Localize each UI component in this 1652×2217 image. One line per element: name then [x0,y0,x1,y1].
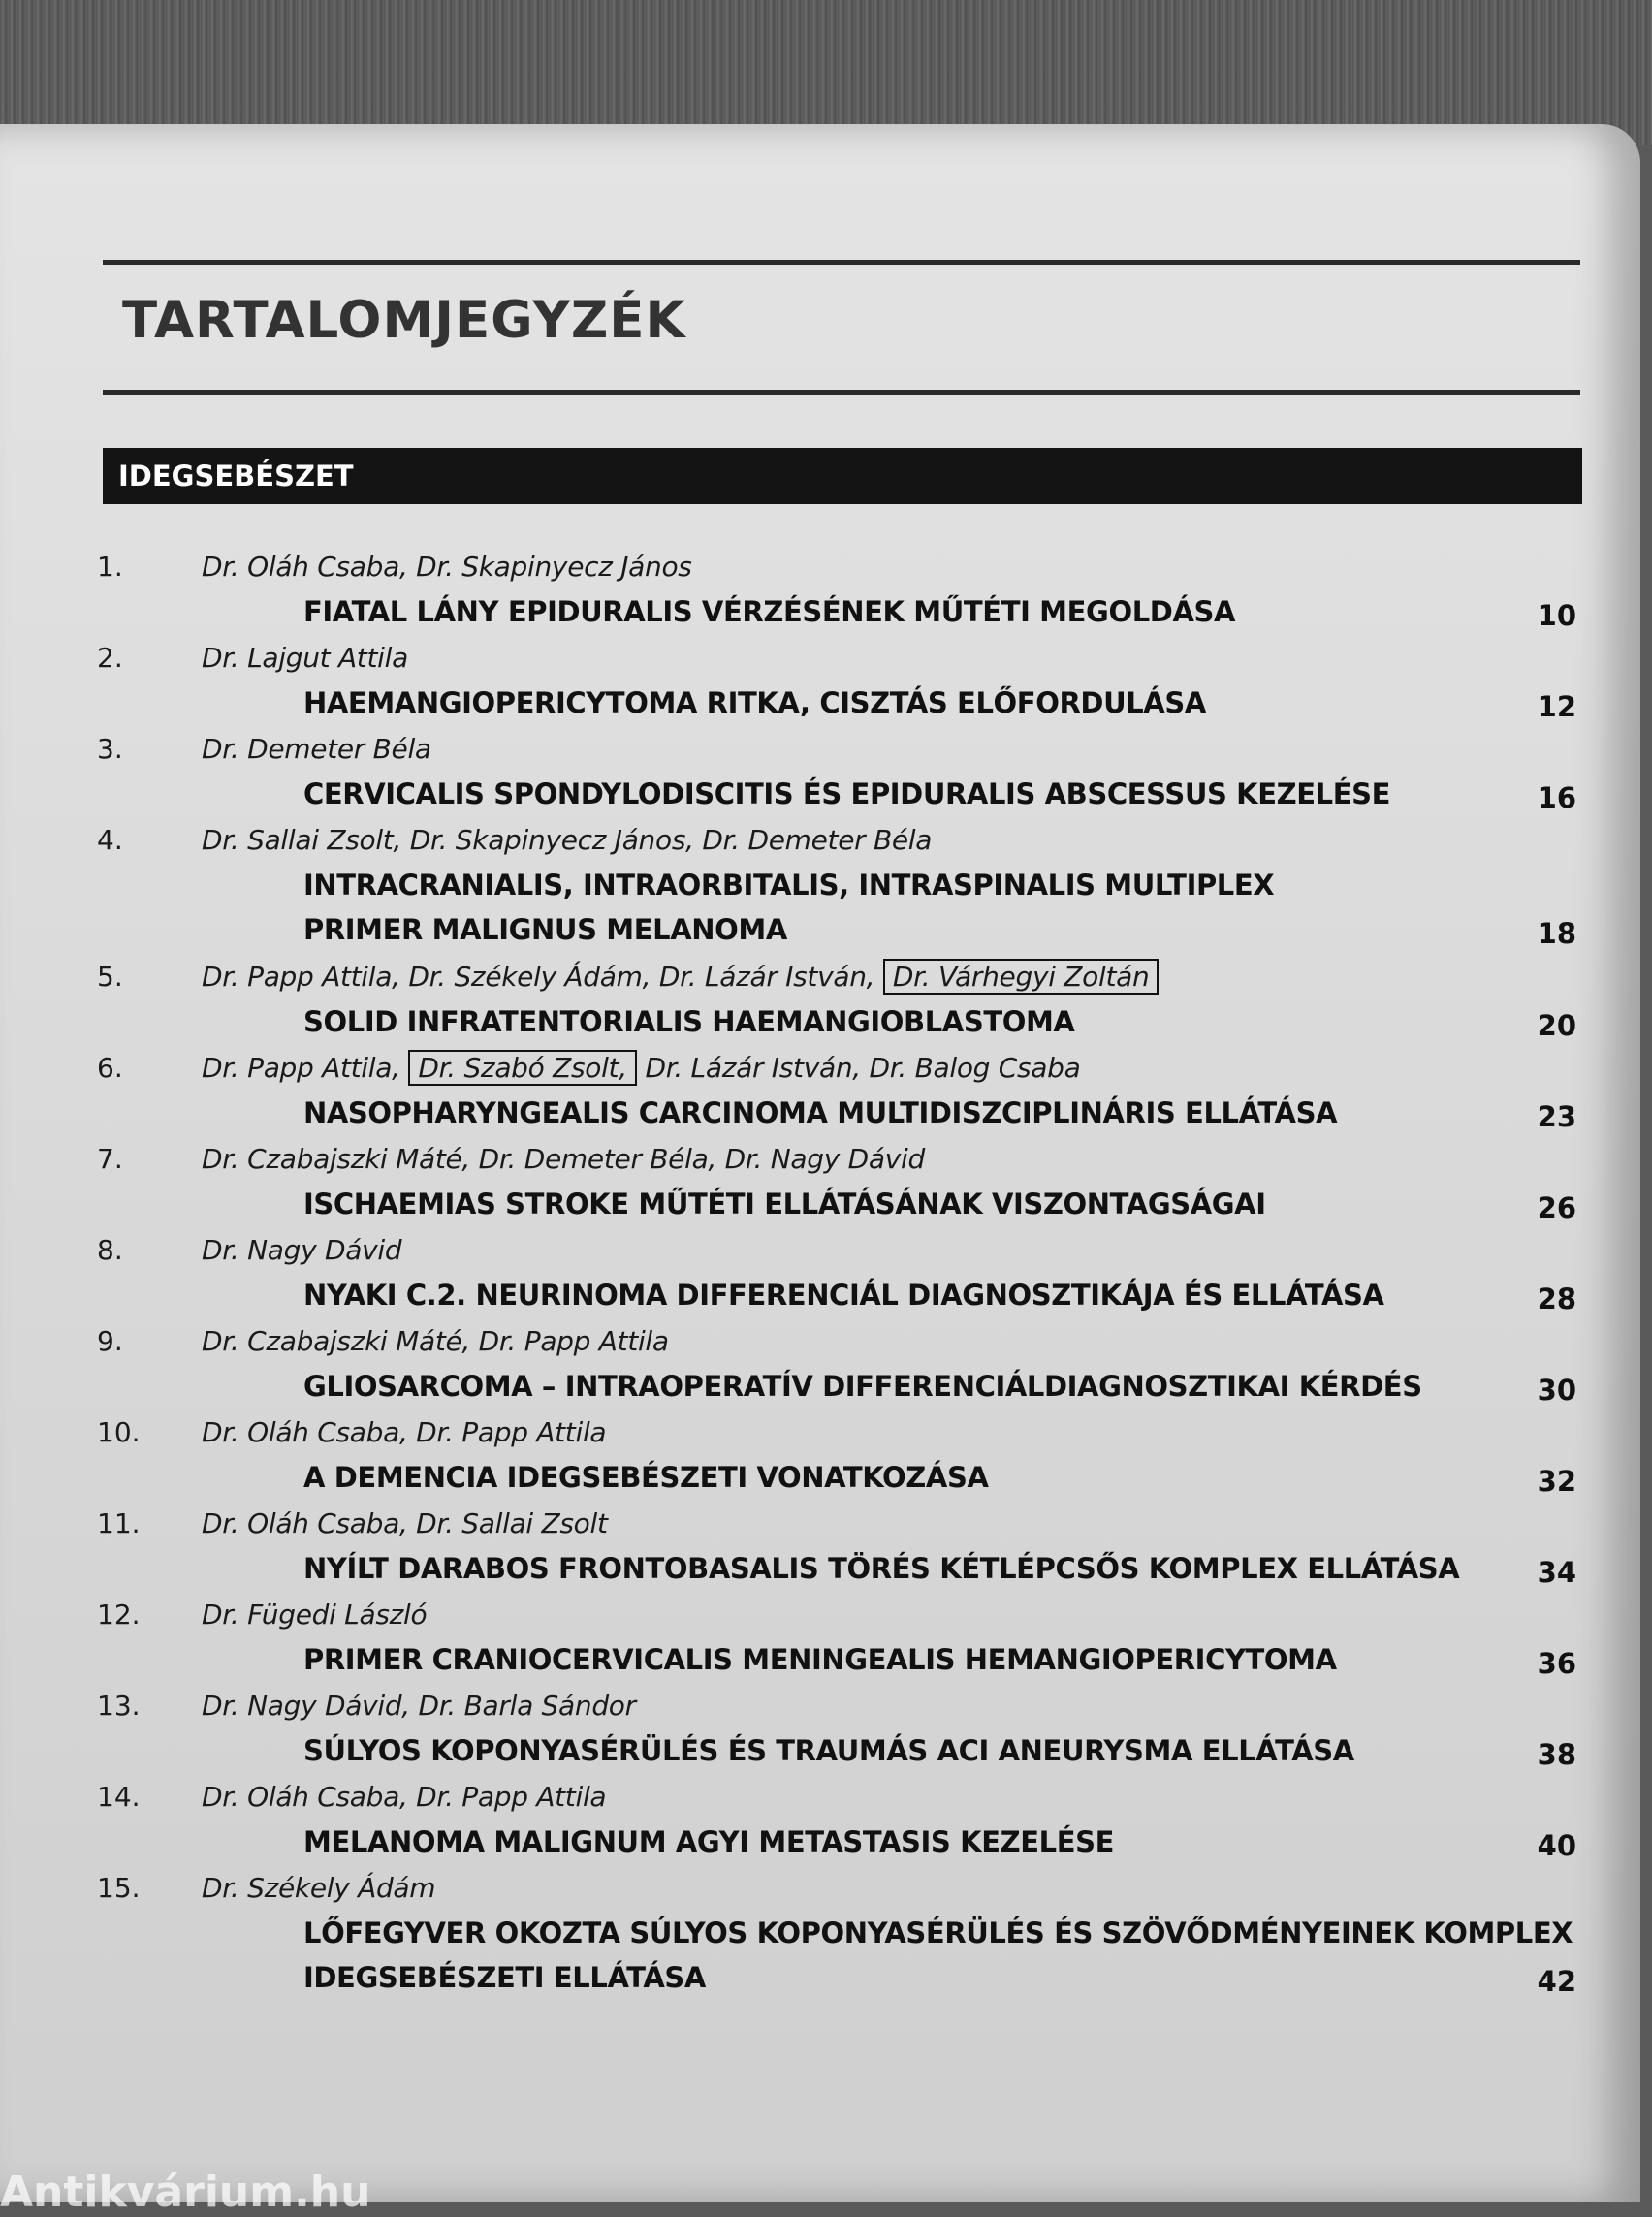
entry-title: A DEMENCIA IDEGSEBÉSZETI VONATKOZÁSA [303,1461,989,1494]
page-number: 42 [1537,1965,1576,1998]
entry-title: SÚLYOS KOPONYASÉRÜLÉS ÉS TRAUMÁS ACI ANEURYSMA ELLÁTÁSA [303,1734,1354,1767]
entry-number: 14. [97,1781,141,1813]
entry-authors [202,1234,401,1266]
page-number: 26 [1537,1191,1576,1224]
author-name: Dr. Nagy Dávid [724,1143,925,1175]
page-number: 36 [1537,1647,1576,1680]
author-name: Dr. Skapinyecz János [416,551,692,583]
author-name: Dr. Oláh Csaba, [202,1781,408,1813]
author-name: Dr. Lázár István, [645,1052,861,1084]
author-name: Dr. Czabajszki Máté, [202,1143,471,1175]
top-rule [103,260,1580,265]
entry-authors [202,1507,608,1539]
entry-number: 9. [97,1325,123,1357]
entry-authors [202,1690,636,1722]
section-title: IDEGSEBÉSZET [118,459,354,492]
entry-number: 6. [97,1052,123,1084]
entry-authors [202,1325,669,1357]
entry-title: PRIMER MALIGNUS MELANOMA [303,913,787,946]
author-name: Dr. Lajgut Attila [202,642,408,674]
page-number: 23 [1537,1100,1576,1133]
entry-number: 13. [97,1690,141,1722]
entry-authors [202,961,1159,993]
entry-title: NYAKI C.2. NEURINOMA DIFFERENCIÁL DIAGNOSZTIKÁJA ÉS ELLÁTÁSA [303,1279,1384,1312]
page-number: 30 [1537,1374,1576,1407]
entry-number: 15. [97,1872,141,1904]
highlighted-author: Dr. Várhegyi Zoltán [883,959,1160,995]
entry-title: SOLID INFRATENTORIALIS HAEMANGIOBLASTOMA [303,1005,1075,1038]
author-name: Dr. Papp Attila [416,1781,607,1813]
author-name: Dr. Oláh Csaba, [202,551,408,583]
watermark: Antikvárium.hu [0,2168,371,2217]
author-name: Dr. Székely Ádám [202,1872,436,1904]
author-name: Dr. Papp Attila [478,1325,669,1357]
entry-title: GLIOSARCOMA – INTRAOPERATÍV DIFFERENCIÁLDIAGNOSZTIKAI KÉRDÉS [303,1370,1422,1403]
author-name: Dr. Demeter Béla, [478,1143,717,1175]
author-name: Dr. Lázár István, [658,961,875,993]
page-number: 20 [1537,1009,1576,1042]
entry-title: MELANOMA MALIGNUM AGYI METASTASIS KEZELÉSE [303,1825,1115,1858]
entry-authors [202,1599,427,1631]
entry-authors [202,642,408,674]
entry-number: 11. [97,1507,141,1539]
entry-authors [202,551,692,583]
author-name: Dr. Nagy Dávid [202,1234,402,1266]
author-name: Dr. Nagy Dávid, [202,1690,410,1722]
entry-title: LŐFEGYVER OKOZTA SÚLYOS KOPONYASÉRÜLÉS ÉS SZÖVŐDMÉNYEINEK KOMPLEX [303,1916,1573,1949]
page-number: 16 [1537,781,1576,814]
entry-number: 10. [97,1416,141,1448]
author-name: Dr. Demeter Béla [702,824,933,856]
author-name: Dr. Oláh Csaba, [202,1507,408,1539]
entry-authors [202,1143,925,1175]
entry-title: IDEGSEBÉSZETI ELLÁTÁSA [303,1961,706,1994]
page-number: 28 [1537,1283,1576,1315]
author-name: Dr. Barla Sándor [418,1690,636,1722]
page-number: 10 [1537,599,1576,632]
author-name: Dr. Oláh Csaba, [202,1416,408,1448]
entry-number: 4. [97,824,123,856]
author-name: Dr. Skapinyecz János, [409,824,694,856]
entry-title: PRIMER CRANIOCERVICALIS MENINGEALIS HEMANGIOPERICYTOMA [303,1643,1337,1676]
author-name: Dr. Székely Ádám, [408,961,651,993]
entry-number: 7. [97,1143,123,1175]
title-underline-rule [103,390,1580,395]
author-name: Dr. Czabajszki Máté, [202,1325,471,1357]
author-name: Dr. Papp Attila, [202,961,400,993]
entry-authors [202,1052,1080,1084]
entry-title: INTRACRANIALIS, INTRAORBITALIS, INTRASPINALIS MULTIPLEX [303,869,1275,902]
author-name: Dr. Demeter Béla [202,733,431,765]
entry-title: ISCHAEMIAS STROKE MŰTÉTI ELLÁTÁSÁNAK VISZONTAGSÁGAI [303,1188,1266,1220]
page-number: 12 [1537,690,1576,723]
page-number: 34 [1537,1556,1576,1589]
entry-authors [202,824,932,856]
entry-number: 8. [97,1234,123,1266]
author-name: Dr. Papp Attila, [202,1052,400,1084]
entry-title: NYÍLT DARABOS FRONTOBASALIS TÖRÉS KÉTLÉPCSŐS KOMPLEX ELLÁTÁSA [303,1552,1460,1585]
entry-number: 1. [97,551,123,583]
author-name: Dr. Sallai Zsolt [416,1507,608,1539]
entry-title: CERVICALIS SPONDYLODISCITIS ÉS EPIDURALIS ABSCESSUS KEZELÉSE [303,777,1391,810]
entry-number: 5. [97,961,123,993]
page-number: 18 [1537,917,1576,950]
entry-authors [202,1781,606,1813]
entry-number: 2. [97,642,123,674]
highlighted-author: Dr. Szabó Zsolt, [408,1050,637,1086]
entry-authors [202,1872,435,1904]
entry-number: 12. [97,1599,141,1631]
author-name: Dr. Papp Attila [416,1416,607,1448]
page-number: 40 [1537,1829,1576,1862]
entry-number: 3. [97,733,123,765]
page-title: TARTALOMJEGYZÉK [122,291,686,350]
page-number: 38 [1537,1738,1576,1771]
section-header [103,448,1582,504]
author-name: Dr. Sallai Zsolt, [202,824,402,856]
entry-authors [202,733,431,765]
entry-title: FIATAL LÁNY EPIDURALIS VÉRZÉSÉNEK MŰTÉTI MEGOLDÁSA [303,595,1236,628]
entry-authors [202,1416,606,1448]
page-number: 32 [1537,1465,1576,1498]
author-name: Dr. Balog Csaba [869,1052,1081,1084]
entry-title: HAEMANGIOPERICYTOMA RITKA, CISZTÁS ELŐFORDULÁSA [303,686,1206,719]
author-name: Dr. Fügedi László [202,1599,428,1631]
entry-title: NASOPHARYNGEALIS CARCINOMA MULTIDISZCIPLINÁRIS ELLÁTÁSA [303,1096,1338,1129]
